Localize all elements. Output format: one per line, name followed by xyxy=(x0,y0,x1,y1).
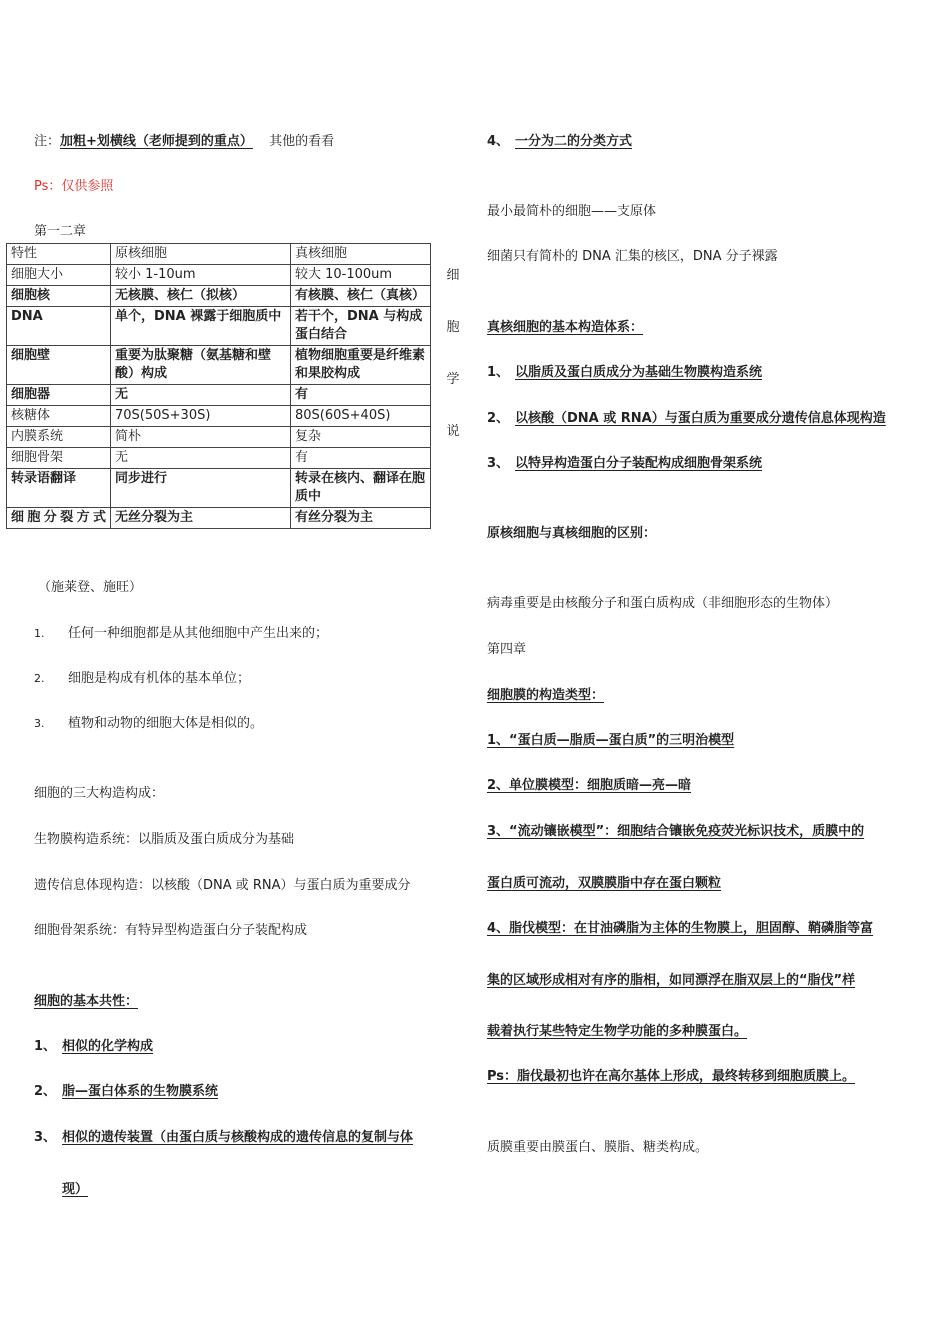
list-text: 细胞是构成有机体的基本单位； xyxy=(68,671,251,686)
list-text: 植物和动物的细胞大体是相似的。 xyxy=(68,716,264,731)
side-label-char: 细 xyxy=(446,268,460,283)
membrane-model-1: 1、“蛋白质—脂质—蛋白质”的三明治模型 xyxy=(487,733,735,748)
table-row xyxy=(7,508,431,529)
side-label-char: 说 xyxy=(446,424,460,439)
table-cell: 植物细胞重要是纤维素和果胶构成 xyxy=(291,346,431,385)
list-text: 以脂质及蛋白质成分为基础生物膜构造系统 xyxy=(515,365,763,380)
eukaryotic-system-item xyxy=(487,452,762,471)
list-text: 任何一种细胞都是从其他细胞中产生出来的； xyxy=(68,626,329,641)
difference-title: 原核细胞与真核细胞的区别： xyxy=(487,526,657,541)
ps-reference: Ps：仅供参照 xyxy=(34,179,114,194)
list-number: 2、 xyxy=(487,411,510,426)
table-cell: 有丝分裂为主 xyxy=(291,508,431,529)
list-number: 2、 xyxy=(34,1084,57,1099)
eukaryotic-system-item xyxy=(487,361,762,380)
membrane-model-3-cont: 蛋白质可流动，双膜膜脂中存在蛋白颗粒 xyxy=(487,876,722,891)
table-cell: 细胞骨架 xyxy=(7,448,111,469)
list-item xyxy=(34,712,263,731)
eukaryotic-system-item xyxy=(487,407,886,426)
note-highlight: 加粗+划横线（老师提到的重点） xyxy=(60,134,253,149)
table-header-cell: 特性 xyxy=(7,244,111,265)
list-text: 相似的遗传装置（由蛋白质与核酸构成的遗传信息的复制与体 xyxy=(62,1130,414,1145)
list-text: 相似的化学构成 xyxy=(62,1039,154,1054)
table-row xyxy=(7,448,431,469)
note-prefix: 注： xyxy=(34,134,61,149)
table-cell: 无核膜、核仁（拟核） xyxy=(111,286,291,307)
commonality-item-continuation: 现） xyxy=(62,1182,89,1197)
chapter-heading-1-2: 第一二章 xyxy=(34,224,87,239)
table-cell: 无 xyxy=(111,385,291,406)
table-cell: 较大 10-100um xyxy=(291,265,431,286)
virus-line: 病毒重要是由核酸分子和蛋白质构成（非细胞形态的生物体） xyxy=(487,596,839,611)
table-cell: 同步进行 xyxy=(111,469,291,508)
list-item xyxy=(34,667,250,686)
lipid-raft-note: Ps：脂伐最初也许在高尔基体上形成，最终转移到细胞质膜上。 xyxy=(487,1069,856,1084)
list-text: 以核酸（DNA 或 RNA）与蛋白质为重要成分遗传信息体现构造 xyxy=(515,411,886,426)
table-header-row xyxy=(7,244,431,265)
eukaryotic-system-title: 真核细胞的基本构造体系： xyxy=(487,320,644,335)
commonality-title: 细胞的基本共性： xyxy=(34,994,139,1009)
classification-item xyxy=(487,130,632,149)
table-cell: 细胞核 xyxy=(7,286,111,307)
side-label-cell-theory xyxy=(445,264,461,444)
table-cell: 复杂 xyxy=(291,427,431,448)
table-row xyxy=(7,406,431,427)
list-text: 脂—蛋白体系的生物膜系统 xyxy=(62,1084,219,1099)
list-text: 以特异构造蛋白分子装配构成细胞骨架系统 xyxy=(515,456,763,471)
table-cell: 重要为肽聚糖（氨基糖和壁酸）构成 xyxy=(111,346,291,385)
table-row xyxy=(7,265,431,286)
table-cell: 单个，DNA 裸露于细胞质中 xyxy=(111,307,291,346)
list-number: 1. xyxy=(34,627,45,640)
membrane-model-4-cont: 载着执行某些特定生物学功能的多种膜蛋白。 xyxy=(487,1024,748,1039)
side-label-char: 胞 xyxy=(446,320,460,335)
membrane-model-2: 2、单位膜模型：细胞质暗—亮—暗 xyxy=(487,778,692,793)
list-number: 1、 xyxy=(487,365,510,380)
table-cell: 转录语翻译 xyxy=(7,469,111,508)
table-cell: 80S(60S+40S) xyxy=(291,406,431,427)
list-text: 一分为二的分类方式 xyxy=(515,134,633,149)
table-cell: 细胞壁 xyxy=(7,346,111,385)
note-rest: 其他的看看 xyxy=(269,134,335,149)
table-cell: 核糖体 xyxy=(7,406,111,427)
membrane-models-title: 细胞膜的构造类型： xyxy=(487,688,605,703)
list-number: 3、 xyxy=(34,1130,57,1145)
note-line xyxy=(34,130,334,149)
table-cell: DNA xyxy=(7,307,111,346)
list-number: 1、 xyxy=(34,1039,57,1054)
table-cell: 70S(50S+30S) xyxy=(111,406,291,427)
table-cell: 有 xyxy=(291,385,431,406)
table-cell: 若干个，DNA 与构成蛋白结合 xyxy=(291,307,431,346)
schleiden-schwann: （施莱登、施旺） xyxy=(38,580,143,595)
table-cell: 细胞分裂方式 xyxy=(7,508,111,529)
list-number: 2. xyxy=(34,672,45,685)
bacteria-line: 细菌只有简朴的 DNA 汇集的核区，DNA 分子裸露 xyxy=(487,249,778,264)
side-label-char: 学 xyxy=(446,372,460,387)
table-cell: 简朴 xyxy=(111,427,291,448)
table-cell: 较小 1-10um xyxy=(111,265,291,286)
table-cell: 内膜系统 xyxy=(7,427,111,448)
mycoplasma-line: 最小最简朴的细胞——支原体 xyxy=(487,204,657,219)
table-header-cell: 原核细胞 xyxy=(111,244,291,265)
table-cell: 无丝分裂为主 xyxy=(111,508,291,529)
membrane-model-4: 4、脂伐模型：在甘油磷脂为主体的生物膜上，胆固醇、鞘磷脂等富 xyxy=(487,921,874,936)
table-row xyxy=(7,469,431,508)
structure-item: 遗传信息体现构造：以核酸（DNA 或 RNA）与蛋白质为重要成分 xyxy=(34,878,411,893)
cell-comparison-table xyxy=(6,243,431,529)
list-number: 4、 xyxy=(487,134,510,149)
commonality-item xyxy=(34,1126,413,1145)
table-row xyxy=(7,286,431,307)
table-row xyxy=(7,427,431,448)
table-header-cell: 真核细胞 xyxy=(291,244,431,265)
three-structures-title: 细胞的三大构造构成： xyxy=(34,786,165,801)
table-cell: 细胞大小 xyxy=(7,265,111,286)
table-row xyxy=(7,385,431,406)
list-number: 3、 xyxy=(487,456,510,471)
table-cell: 细胞器 xyxy=(7,385,111,406)
commonality-item xyxy=(34,1035,153,1054)
commonality-item xyxy=(34,1080,218,1099)
membrane-model-3: 3、“流动镶嵌模型”：细胞结合镶嵌免疫荧光标识技术，质膜中的 xyxy=(487,824,865,839)
chapter-heading-4: 第四章 xyxy=(487,642,527,657)
table-cell: 无 xyxy=(111,448,291,469)
list-item xyxy=(34,622,328,641)
table-row xyxy=(7,346,431,385)
membrane-model-4-cont: 集的区域形成相对有序的脂相，如同漂浮在脂双层上的“脂伐”样 xyxy=(487,973,856,988)
list-number: 3. xyxy=(34,717,45,730)
plasma-membrane-line: 质膜重要由膜蛋白、膜脂、糖类构成。 xyxy=(487,1140,709,1155)
table-cell: 转录在核内、翻译在胞质中 xyxy=(291,469,431,508)
table-cell: 有核膜、核仁（真核） xyxy=(291,286,431,307)
structure-item: 生物膜构造系统：以脂质及蛋白质成分为基础 xyxy=(34,832,295,847)
table-row xyxy=(7,307,431,346)
structure-item: 细胞骨架系统：有特异型构造蛋白分子装配构成 xyxy=(34,923,308,938)
table-cell: 有 xyxy=(291,448,431,469)
